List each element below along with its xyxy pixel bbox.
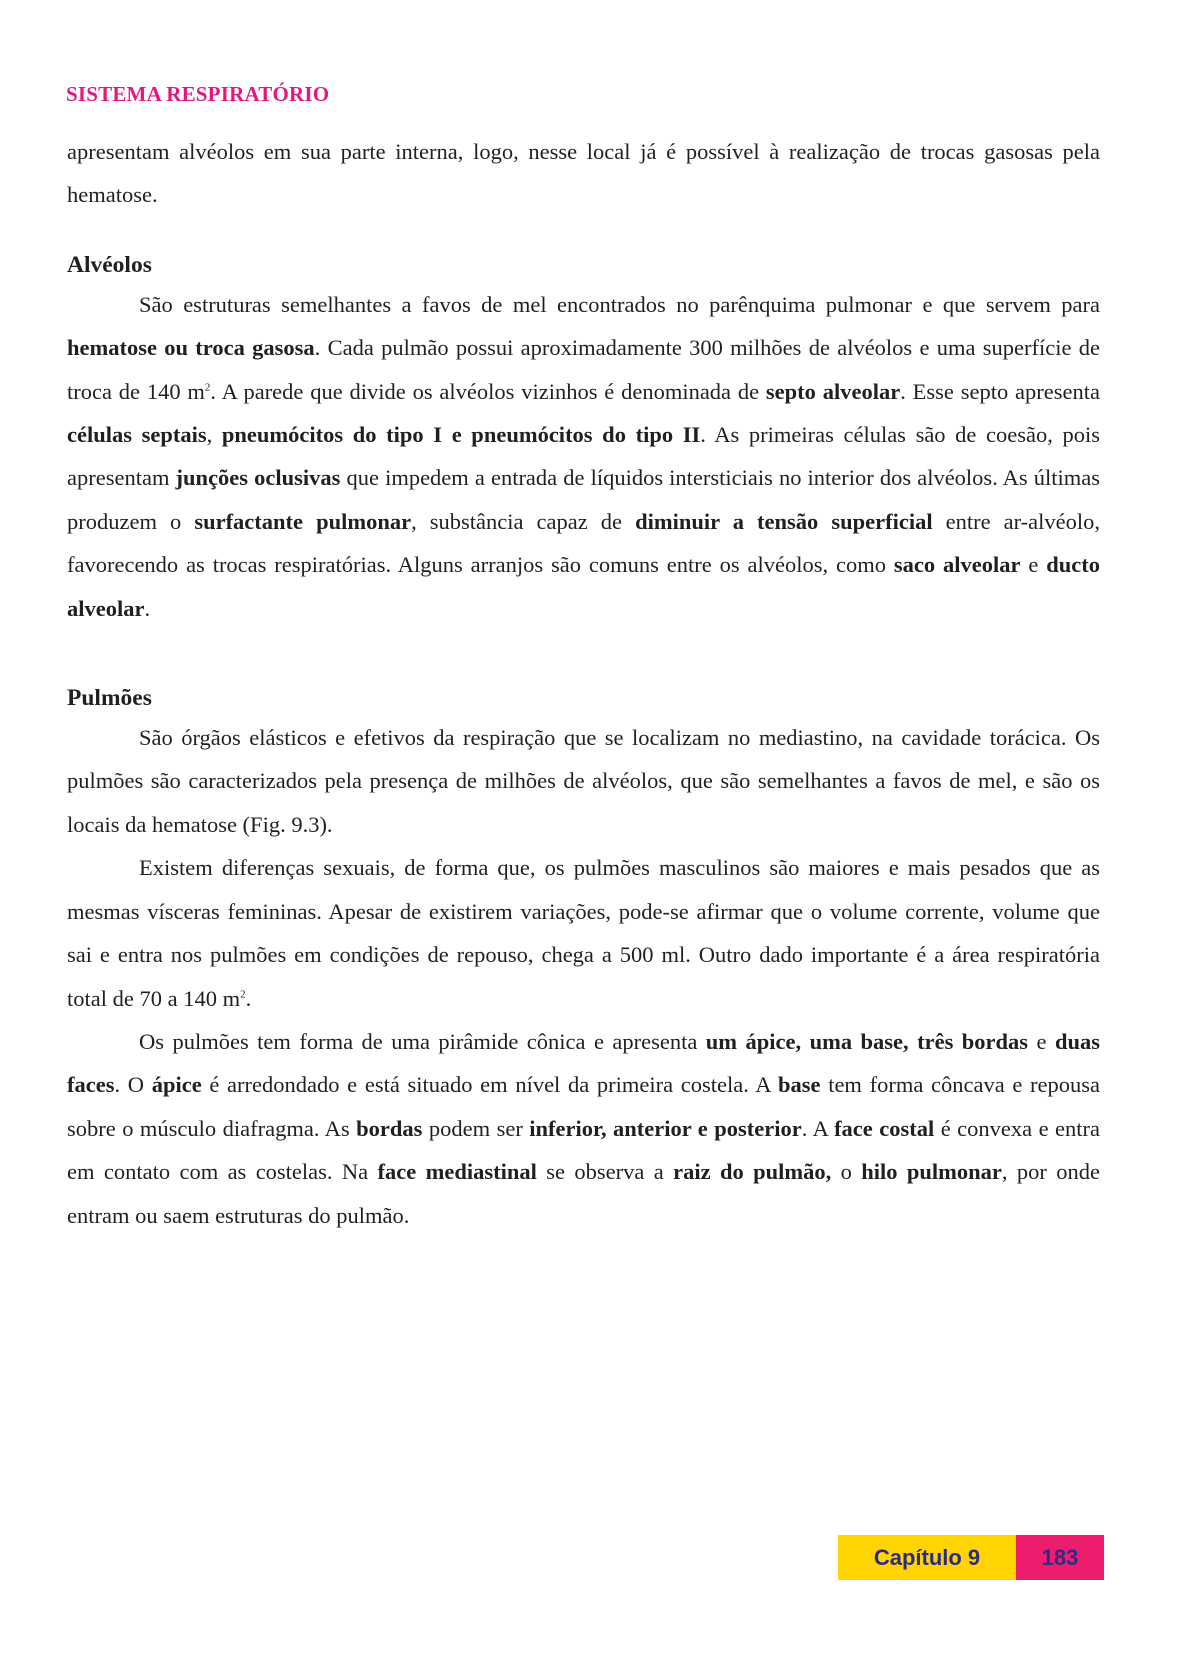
text-run: . A bbox=[801, 1115, 835, 1141]
text-run: é arredondado e está situado em nível da primeira costela. A bbox=[201, 1072, 778, 1098]
bold-term: pneumócitos do tipo I e pneumócitos do tipo II bbox=[221, 422, 701, 448]
bold-term: hematose ou troca gasosa bbox=[67, 335, 315, 361]
text-run: que impedem a entrada de líquidos intersticiais no interior dos alvéolos. As últimas produzem o bbox=[67, 465, 1101, 534]
text-run: . O bbox=[114, 1072, 152, 1098]
footer-chapter-label: Capítulo 9 bbox=[838, 1535, 1016, 1580]
text-run: e bbox=[1020, 552, 1047, 578]
text-run: . bbox=[245, 985, 252, 1011]
bold-term: um ápice, uma base, três bordas bbox=[705, 1028, 1029, 1054]
pulmoes-paragraph-1 bbox=[67, 716, 1100, 846]
bold-term: junções oclusivas bbox=[175, 465, 341, 491]
text-run: Existem diferenças sexuais, de forma que, os pulmões masculinos são maiores e mais pesados que as mesmas vísceras femininas. Apesar de existirem variações, pode-se afirmar que o volume corrente, volume que sai e entra nos pulmões em condições de repouso, chega a 500 ml. Outro dado importante é a área respiratória total de 70 a 140 m bbox=[67, 855, 1100, 1011]
heading-pulmoes: Pulmões bbox=[67, 685, 152, 712]
text-run: . bbox=[144, 595, 151, 621]
heading-alveolos: Alvéolos bbox=[67, 251, 152, 278]
bold-term: surfactante pulmonar bbox=[194, 508, 412, 534]
intro-paragraph bbox=[67, 130, 1100, 217]
text-run: entre ar-alvéolo, favorecendo as trocas respiratórias. Alguns arranjos são comuns entre os alvéolos, como bbox=[67, 508, 1101, 578]
intro-text: apresentam alvéolos em sua parte interna, logo, nesse local já é possível à realização de trocas gasosas pela hematose. bbox=[67, 139, 1100, 208]
bold-term: inferior, anterior e posterior bbox=[529, 1115, 802, 1141]
section-header: SISTEMA RESPIRATÓRIO bbox=[66, 82, 330, 106]
bold-term: face costal bbox=[834, 1115, 935, 1141]
bold-term: hilo pulmonar bbox=[861, 1159, 1002, 1185]
superscript: 2 bbox=[204, 381, 211, 394]
bold-term: duas faces bbox=[67, 1028, 1100, 1098]
bold-term: face mediastinal bbox=[377, 1159, 537, 1185]
bold-term: septo alveolar bbox=[765, 378, 901, 404]
bold-term: saco alveolar bbox=[893, 552, 1021, 578]
footer-page-number: 183 bbox=[1016, 1535, 1104, 1580]
bold-term: diminuir a tensão superficial bbox=[635, 508, 933, 534]
alveolos-paragraph bbox=[67, 283, 1100, 630]
pulmoes-paragraph-3 bbox=[67, 1020, 1100, 1237]
text-run: , por onde entram ou saem estruturas do pulmão. bbox=[67, 1159, 1101, 1228]
bold-term: bordas bbox=[356, 1115, 423, 1141]
text-run: o bbox=[831, 1159, 862, 1185]
text-run: , bbox=[206, 422, 222, 448]
text-run: São órgãos elásticos e efetivos da respiração que se localizam no mediastino, na cavidade torácica. Os pulmões são caracterizados pela presença de milhões de alvéolos, que são semelhantes a favos de mel, e são os locais da hematose (Fig. 9.3). bbox=[67, 725, 1100, 837]
text-run: tem forma côncava e repousa sobre o músculo diafragma. As bbox=[67, 1072, 1101, 1141]
bold-term: ápice bbox=[151, 1072, 202, 1098]
text-run: e bbox=[1028, 1028, 1055, 1054]
page-body bbox=[67, 130, 1100, 1237]
text-run: é convexa e entra em contato com as costelas. Na bbox=[67, 1115, 1100, 1185]
text-run: São estruturas semelhantes a favos de mel encontrados no parênquima pulmonar e que servem para bbox=[139, 291, 1100, 317]
text-run: , substância capaz de bbox=[411, 508, 636, 534]
text-run: . Cada pulmão possui aproximadamente 300 milhões de alvéolos e uma superfície de troca de 140 m bbox=[67, 335, 1100, 404]
superscript: 2 bbox=[240, 988, 246, 1000]
bold-term: células septais bbox=[67, 422, 207, 448]
text-run: . A parede que divide os alvéolos vizinhos é denominada de bbox=[210, 378, 766, 404]
bold-term: base bbox=[778, 1072, 821, 1098]
pulmoes-paragraph-2 bbox=[67, 846, 1100, 1020]
text-run: . Esse septo apresenta bbox=[900, 378, 1100, 404]
bold-term: ducto alveolar bbox=[67, 552, 1101, 621]
text-run: . As primeiras células são de coesão, pois apresentam bbox=[67, 422, 1101, 491]
text-run: Os pulmões tem forma de uma pirâmide cônica e apresenta bbox=[139, 1028, 706, 1054]
text-run: podem ser bbox=[422, 1115, 530, 1141]
text-run: se observa a bbox=[536, 1159, 674, 1185]
bold-term: raiz do pulmão, bbox=[673, 1159, 832, 1185]
